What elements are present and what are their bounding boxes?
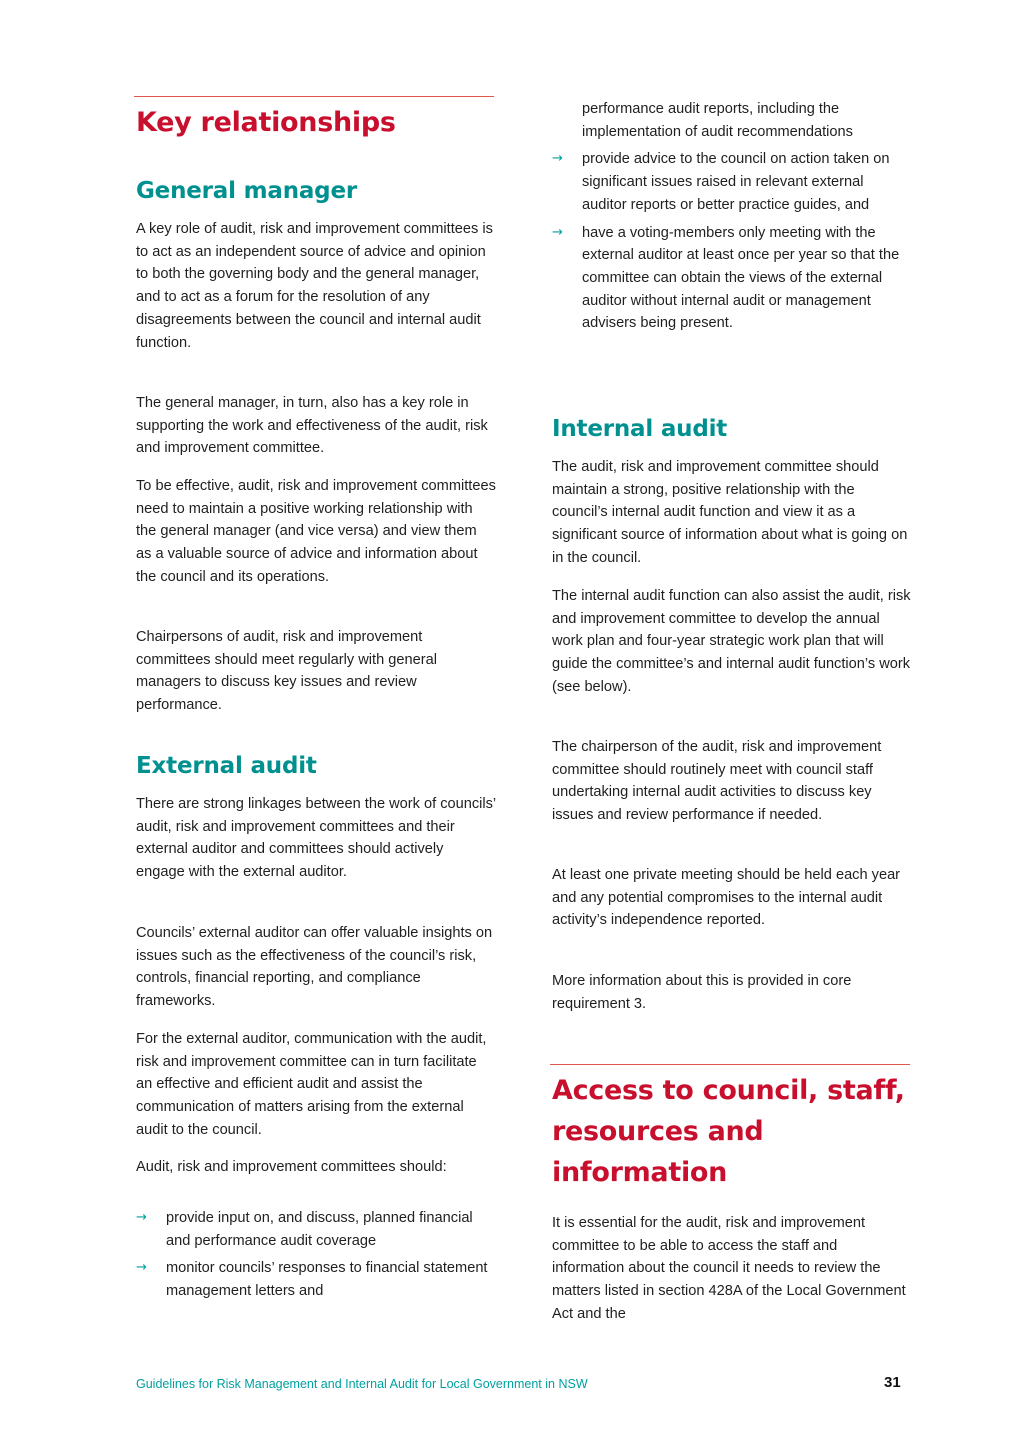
paragraph: Audit, risk and improvement committees should: [136, 1159, 447, 1175]
arrow-right-icon: → [136, 1260, 147, 1276]
list-item: → have a voting-members only meeting with the external auditor at least once per year so that the committee can obtain the views of the external auditor without internal audit or management advisers being present. [552, 222, 912, 336]
arrow-right-icon: → [136, 1210, 147, 1225]
section-title-access-line-1: Access to council, staff, [552, 1075, 905, 1106]
bullet-list-continued [552, 98, 912, 335]
paragraph: The audit, risk and improvement committee should maintain a strong, positive relationship with the council’s internal audit function and view it as a significant source of information about what is going on in the council. [552, 459, 908, 566]
page-number: 31 [884, 1374, 901, 1391]
list-item: → provide advice to the council on action taken on significant issues raised in relevant external auditor reports or better practice guides, and [552, 148, 912, 216]
paragraph: A key role of audit, risk and improvement committees is to act as an independent source of advice and opinion to both the governing body and the general manager, and to act as a forum for the resolution of any disagreements between the council and internal audit function. [136, 221, 493, 351]
paragraph: It is essential for the audit, risk and improvement committee to be able to access the staff and information about the council it needs to review the matters listed in section 428A of the Local Government Act and the [552, 1215, 906, 1322]
section-title-key-relationships: Key relationships [136, 107, 396, 138]
footer-document-title: Guidelines for Risk Management and Internal Audit for Local Government in NSW [136, 1377, 588, 1391]
heading-internal-audit: Internal audit [552, 416, 728, 442]
paragraph: At least one private meeting should be held each year and any potential compromises to the internal audit activity’s independence reported. [552, 867, 901, 929]
paragraph: The general manager, in turn, also has a key role in supporting the work and effectiveness of the audit, risk and improvement committee. [136, 395, 488, 457]
arrow-right-icon: → [552, 151, 563, 167]
heading-general-manager: General manager [136, 178, 357, 204]
section-title-access-line-3: information [552, 1157, 728, 1188]
heading-external-audit: External audit [136, 753, 317, 779]
paragraph: For the external auditor, communication with the audit, risk and improvement committee can in turn facilitate an effective and efficient audit and assist the communication of matters arising from the external audit to the council. [136, 1031, 487, 1138]
section-rule [550, 1064, 910, 1065]
paragraph: Chairpersons of audit, risk and improvement committees should meet regularly with general managers to discuss key issues and review performance. [136, 629, 437, 714]
bullet-list [136, 1207, 496, 1303]
list-item: → provide input on, and discuss, planned financial and performance audit coverage [136, 1207, 496, 1252]
section-rule [134, 96, 494, 97]
paragraph: To be effective, audit, risk and improvement committees need to maintain a positive working relationship with the general manager (and vice versa) and view them as a valuable source of advice and information about the council and its operations. [136, 478, 496, 585]
list-item: performance audit reports, including the implementation of audit recommendations [582, 101, 853, 140]
arrow-right-icon: → [552, 224, 563, 240]
paragraph: Councils’ external auditor can offer valuable insights on issues such as the effectiveness of the council’s risk, controls, financial reporting, and compliance frameworks. [136, 925, 493, 1010]
paragraph: There are strong linkages between the work of councils’ audit, risk and improvement committees and their external auditor and committees should actively engage with the external auditor. [136, 796, 496, 881]
list-item: → monitor councils’ responses to financial statement management letters and [136, 1257, 496, 1302]
paragraph: The internal audit function can also assist the audit, risk and improvement committee to develop the annual work plan and four-year strategic work plan that will guide the committee’s and internal audit function’s work (see below). [552, 588, 911, 695]
section-title-access-line-2: resources and [552, 1116, 764, 1147]
paragraph: The chairperson of the audit, risk and improvement committee should routinely meet with council staff undertaking internal audit activities to discuss key issues and review performance if needed. [552, 739, 882, 824]
paragraph: More information about this is provided in core requirement 3. [552, 973, 852, 1012]
